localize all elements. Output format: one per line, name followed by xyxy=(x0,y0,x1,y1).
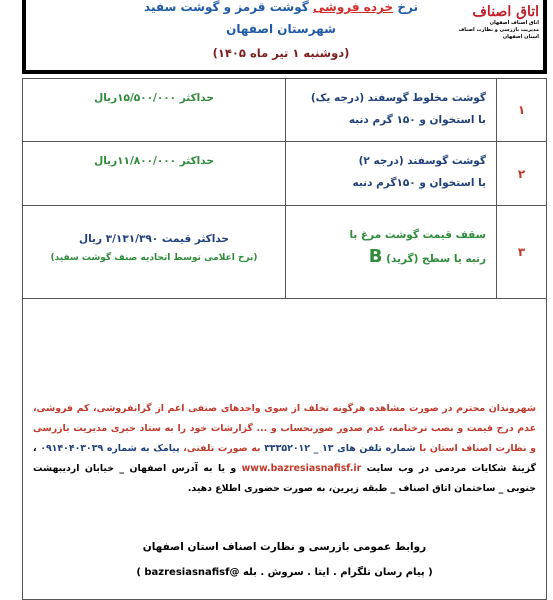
grade-label: B xyxy=(368,246,383,267)
title-highlight: خرده فروشی xyxy=(312,0,394,14)
logo-line: مدیریت بازرسی و نظارت اصناف xyxy=(458,27,539,33)
item-description xyxy=(285,206,496,298)
row-number: ۲ xyxy=(496,142,546,205)
city-name: شهرستان اصفهان xyxy=(226,22,336,36)
item-line: سقف قیمت گوشت مرغ با xyxy=(349,229,486,241)
item-description xyxy=(285,142,496,205)
logo-line: استان اصفهان xyxy=(502,34,539,40)
price-table xyxy=(22,78,547,600)
notice-text: ، گزینهٔ شکایات مردمی در وب سایت xyxy=(33,443,537,474)
item-line: گوشت گوسفند (درجه ۲) xyxy=(358,155,486,167)
messenger-handles: ( پیام رسان تلگرام . ایتا . سروش . بله @bazresiasnafisf ) xyxy=(136,567,433,578)
notice-text: و یا به آدرس اصفهان _ خیابان اردیبهشت جنوبی _ ساختمان اتاق اصناف _ طبقه زیرین، به صورت حضوری اطلاع دهید. xyxy=(33,463,536,494)
table-row xyxy=(23,79,546,142)
header xyxy=(22,0,547,74)
row-number: ۱ xyxy=(496,79,546,141)
date-label: (دوشنبه ۱ تیر ماه ۱۴۰۵) xyxy=(212,46,350,60)
logo-mark: اتاق اصناف xyxy=(472,4,539,20)
complaint-notice xyxy=(33,399,536,499)
website-link[interactable]: www.bazresiasnafisf.ir xyxy=(241,463,362,474)
item-line-text: رتبه یا سطح (گرید) xyxy=(386,253,486,265)
phone-numbers: شماره تلفن های ۱۳ _ ۳۳۳۵۲۰۱۲ xyxy=(264,443,416,454)
item-line xyxy=(296,246,486,270)
table-row xyxy=(23,142,546,206)
item-description xyxy=(285,79,496,141)
page-title xyxy=(131,0,431,14)
sms-number: پیامک به شماره ۰۹۱۴۰۴۰۳۰۳۹ xyxy=(40,443,180,454)
guild-logo xyxy=(444,0,539,52)
row-number: ۳ xyxy=(496,206,546,298)
item-line: گوشت مخلوط گوسفند (درجه یک) xyxy=(310,92,486,104)
logo-line: اتاق اصناف اصفهان xyxy=(489,20,539,26)
notice-text: شهروندان محترم در صورت مشاهده هرگونه تخلف از سوی واحدهای صنفی اعم از گرانفروشی، کم فروشی، عدم درج قیمت و نصب نرخنامه، عدم صدور صورتحساب و ... گزارشات خود را به ستاد خبری مدیریت بازرسی و نظارت اصناف استان با xyxy=(33,403,537,454)
item-price: حداکثر ۱۵/۵۰۰/۰۰۰ریال xyxy=(94,92,214,104)
price-note: (نرخ اعلامی توسط اتحادیه صنف گوشت سفید) xyxy=(50,253,258,263)
notice-section xyxy=(23,299,546,599)
notice-text: به صورت تلفنی، xyxy=(183,443,261,454)
title-prefix: نرخ xyxy=(397,0,418,14)
table-row xyxy=(23,206,546,299)
item-price: حداکثر ۱۱/۸۰۰/۰۰۰ریال xyxy=(94,155,214,167)
title-suffix: گوشت قرمز و گوشت سفید xyxy=(144,0,309,14)
item-line: با استخوان و ۱۵۰ گرم دنبه xyxy=(348,114,486,126)
signature-title: روابط عمومی بازرسی و نظارت اصناف استان اصفهان xyxy=(142,541,427,553)
item-line: با استخوان و ۱۵۰گرم دنبه xyxy=(352,177,486,189)
item-price xyxy=(23,206,285,298)
price-value: حداکثر قیمت ۳/۱۳۱/۳۹۰ ریال xyxy=(78,233,230,245)
